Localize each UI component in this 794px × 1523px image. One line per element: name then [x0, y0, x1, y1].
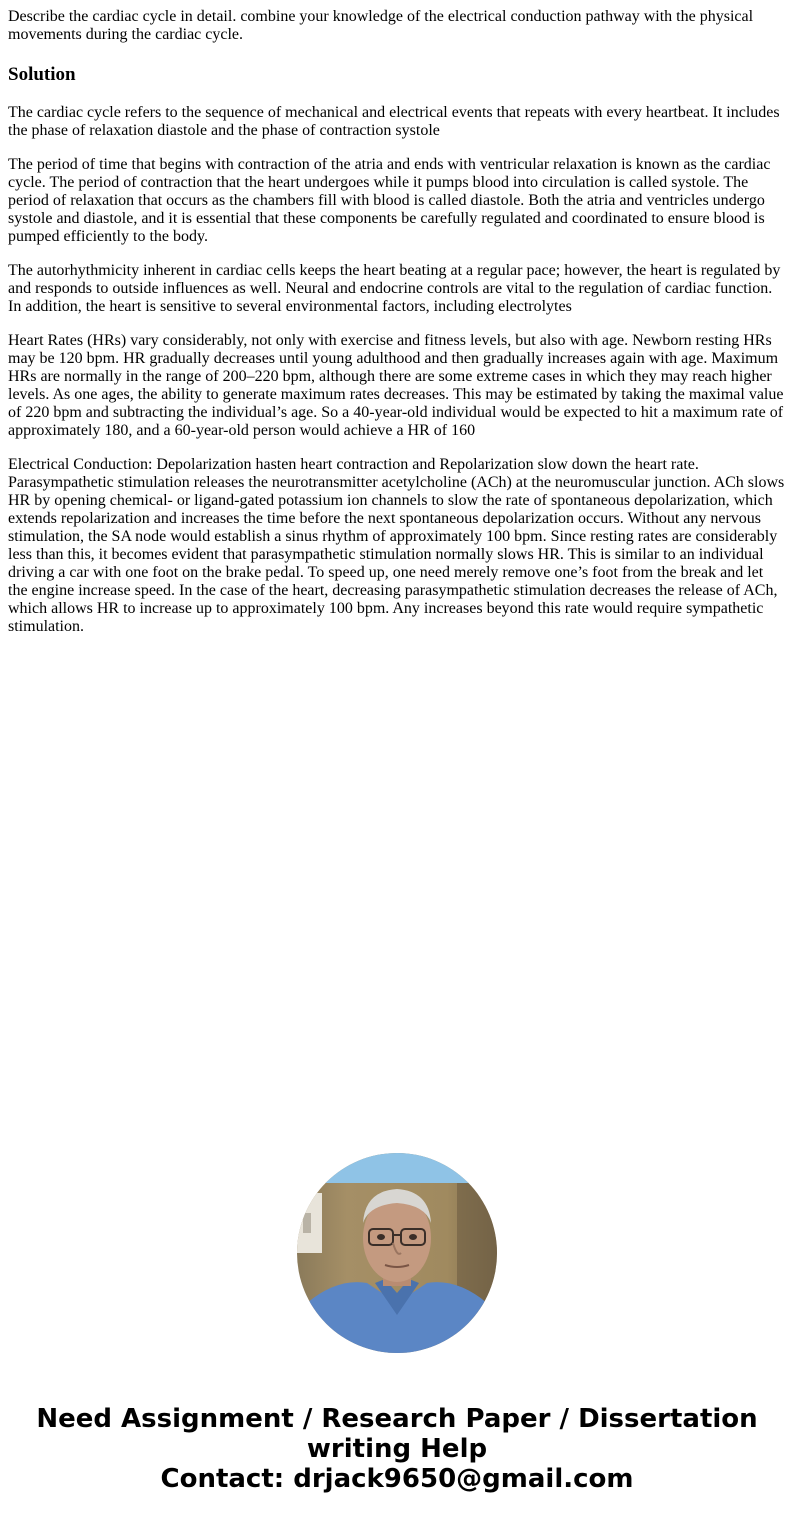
question-text: Describe the cardiac cycle in detail. combine your knowledge of the electrical conduction pathway with the physical movements during the cardiac cycle.	[8, 8, 754, 43]
author-portrait-image	[297, 1153, 497, 1353]
promo-line-2: writing Help	[306, 1434, 488, 1464]
solution-paragraph-4: Heart Rates (HRs) vary considerably, not only with exercise and fitness levels, but also with age. Newborn resting HRs may be 120 bpm. HR gradually decreases until young adulthood and then gradually increases again with age. Maximum HRs are normally in the range of 200–220 bpm, although there are some extreme cases in which they may reach higher levels. As one ages, the ability to generate maximum rates decreases. This may be estimated by taking the maximal value of 220 bpm and subtracting the individual’s age. So a 40-year-old individual would be expected to hit a maximum rate of approximately 180, and a 60-year-old person would achieve a HR of 160	[8, 332, 784, 439]
promo-banner	[0, 1404, 794, 1494]
promo-line-1: Need Assignment / Research Paper / Dissertation	[36, 1404, 758, 1434]
solution-paragraph-3: The autorhythmicity inherent in cardiac cells keeps the heart beating at a regular pace; however, the heart is regulated by and responds to outside influences as well. Neural and endocrine controls are vital to the regulation of cardiac function. In addition, the heart is sensitive to several environmental factors, including electrolytes	[8, 262, 781, 315]
promo-contact: Contact: drjack9650@gmail.com	[160, 1464, 634, 1494]
solution-paragraph-2: The period of time that begins with contraction of the atria and ends with ventricular relaxation is known as the cardiac cycle. The period of contraction that the heart undergoes while it pumps blood into circulation is called systole. The period of relaxation that occurs as the chambers fill with blood is called diastole. Both the atria and ventricles undergo systole and diastole, and it is essential that these components be carefully regulated and coordinated to ensure blood is pumped efficiently to the body.	[8, 156, 771, 245]
solution-paragraph-5: Electrical Conduction: Depolarization hasten heart contraction and Repolarization slow down the heart rate. Parasympathetic stimulation releases the neurotransmitter acetylcholine (ACh) at the neuromuscular junction. ACh slows HR by opening chemical- or ligand-gated potassium ion channels to slow the rate of spontaneous depolarization, which extends repolarization and increases the time before the next spontaneous depolarization occurs. Without any nervous stimulation, the SA node would establish a sinus rhythm of approximately 100 bpm. Since resting rates are considerably less than this, it becomes evident that parasympathetic stimulation normally slows HR. This is similar to an individual driving a car with one foot on the brake pedal. To speed up, one need merely remove one’s foot from the break and let the engine increase speed. In the case of the heart, decreasing parasympathetic stimulation decreases the release of ACh, which allows HR to increase up to approximately 100 bpm. Any increases beyond this rate would require sympathetic stimulation.	[8, 456, 785, 635]
document-body	[8, 8, 786, 652]
solution-paragraph-1: The cardiac cycle refers to the sequence of mechanical and electrical events that repeats with every heartbeat. It includes the phase of relaxation diastole and the phase of contraction systole	[8, 104, 780, 139]
solution-heading: Solution	[8, 64, 76, 85]
